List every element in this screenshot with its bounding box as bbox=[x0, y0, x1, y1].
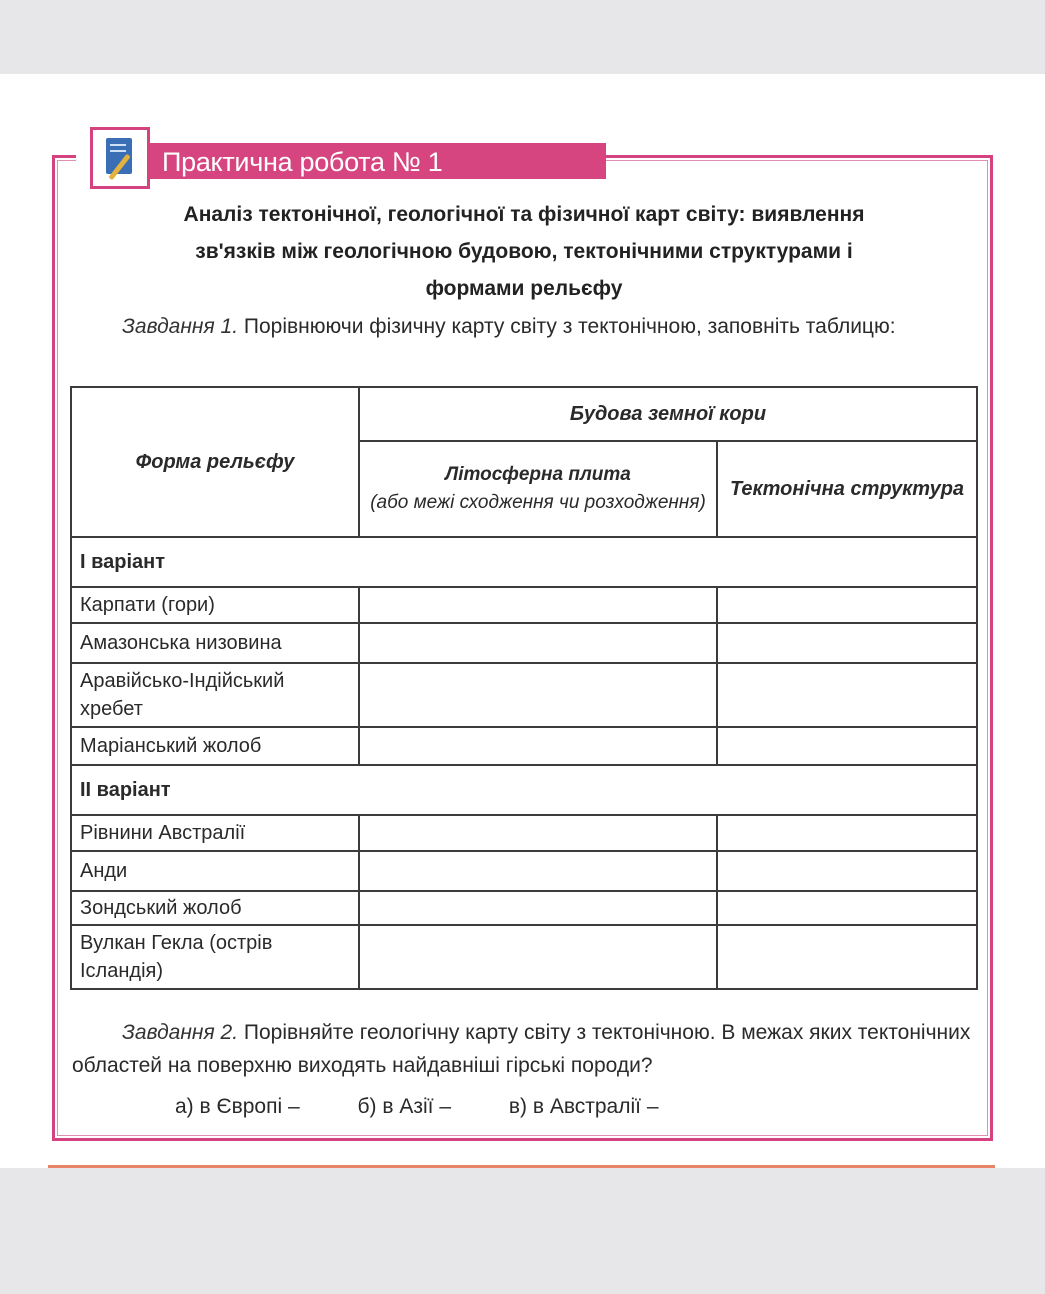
plate-cell[interactable] bbox=[359, 851, 717, 891]
table-row-label: Рівнини Австралії bbox=[71, 815, 359, 851]
notebook-pencil-icon bbox=[90, 127, 150, 189]
task-1-text bbox=[72, 310, 977, 343]
table-row-label: Анди bbox=[71, 851, 359, 891]
tectonic-cell[interactable] bbox=[717, 663, 977, 727]
header-relief-form: Форма рельєфу bbox=[71, 387, 359, 537]
relief-table bbox=[70, 386, 978, 990]
table-row-label: Аравійсько-Індійський хребет bbox=[71, 663, 359, 727]
plate-cell[interactable] bbox=[359, 587, 717, 623]
task-2-label: Завдання 2. bbox=[122, 1021, 239, 1044]
table-row-label: Амазонська низовина bbox=[71, 623, 359, 663]
plate-cell[interactable] bbox=[359, 815, 717, 851]
table-row-label: Маріанський жолоб bbox=[71, 727, 359, 765]
task-1-label: Завдання 1. bbox=[122, 315, 239, 338]
task-2-options bbox=[175, 1090, 711, 1124]
work-heading bbox=[80, 196, 968, 307]
tectonic-cell[interactable] bbox=[717, 851, 977, 891]
heading-line-1: Аналіз тектонічної, геологічної та фізичної карт світу: виявлення bbox=[183, 203, 865, 226]
plate-cell[interactable] bbox=[359, 663, 717, 727]
plate-cell[interactable] bbox=[359, 623, 717, 663]
option-europe: а) в Європі – bbox=[175, 1095, 300, 1118]
tectonic-cell[interactable] bbox=[717, 891, 977, 925]
header-tectonic-structure: Тектонічна структура bbox=[717, 441, 977, 537]
tectonic-cell[interactable] bbox=[717, 925, 977, 989]
option-australia: в) в Австралії – bbox=[508, 1095, 659, 1118]
tectonic-cell[interactable] bbox=[717, 815, 977, 851]
plate-cell[interactable] bbox=[359, 891, 717, 925]
plate-cell[interactable] bbox=[359, 925, 717, 989]
table-row-label: Карпати (гори) bbox=[71, 587, 359, 623]
table-row-label: Зондський жолоб bbox=[71, 891, 359, 925]
lithosphere-plate-note: (або межі сходження чи розходження) bbox=[370, 492, 706, 513]
header-lithosphere-plate bbox=[359, 441, 717, 537]
variant-1-row: І варіант bbox=[71, 537, 977, 587]
plate-cell[interactable] bbox=[359, 727, 717, 765]
header-crust-structure: Будова земної кори bbox=[359, 387, 977, 441]
task-1-body: Порівнюючи фізичну карту світу з тектонічною, заповніть таблицю: bbox=[238, 315, 896, 338]
option-asia: б) в Азії – bbox=[357, 1095, 452, 1118]
page-title: Практична робота № 1 bbox=[162, 147, 443, 177]
tectonic-cell[interactable] bbox=[717, 587, 977, 623]
tectonic-cell[interactable] bbox=[717, 727, 977, 765]
bottom-divider bbox=[48, 1165, 995, 1168]
heading-line-3: формами рельєфу bbox=[425, 277, 623, 300]
heading-line-2: зв'язків між геологічною будовою, тектонічними структурами і bbox=[195, 240, 853, 263]
lithosphere-plate-title: Літосферна плита bbox=[445, 464, 631, 485]
task-2-text bbox=[72, 1016, 977, 1082]
tectonic-cell[interactable] bbox=[717, 623, 977, 663]
task-2-body: Порівняйте геологічну карту світу з тектонічною. В межах яких тектонічних областей на поверхню виходять найдавніші гірські породи? bbox=[72, 1021, 971, 1077]
variant-2-row: ІІ варіант bbox=[71, 765, 977, 815]
table-row-label: Вулкан Гекла (острів Ісландія) bbox=[71, 925, 359, 989]
